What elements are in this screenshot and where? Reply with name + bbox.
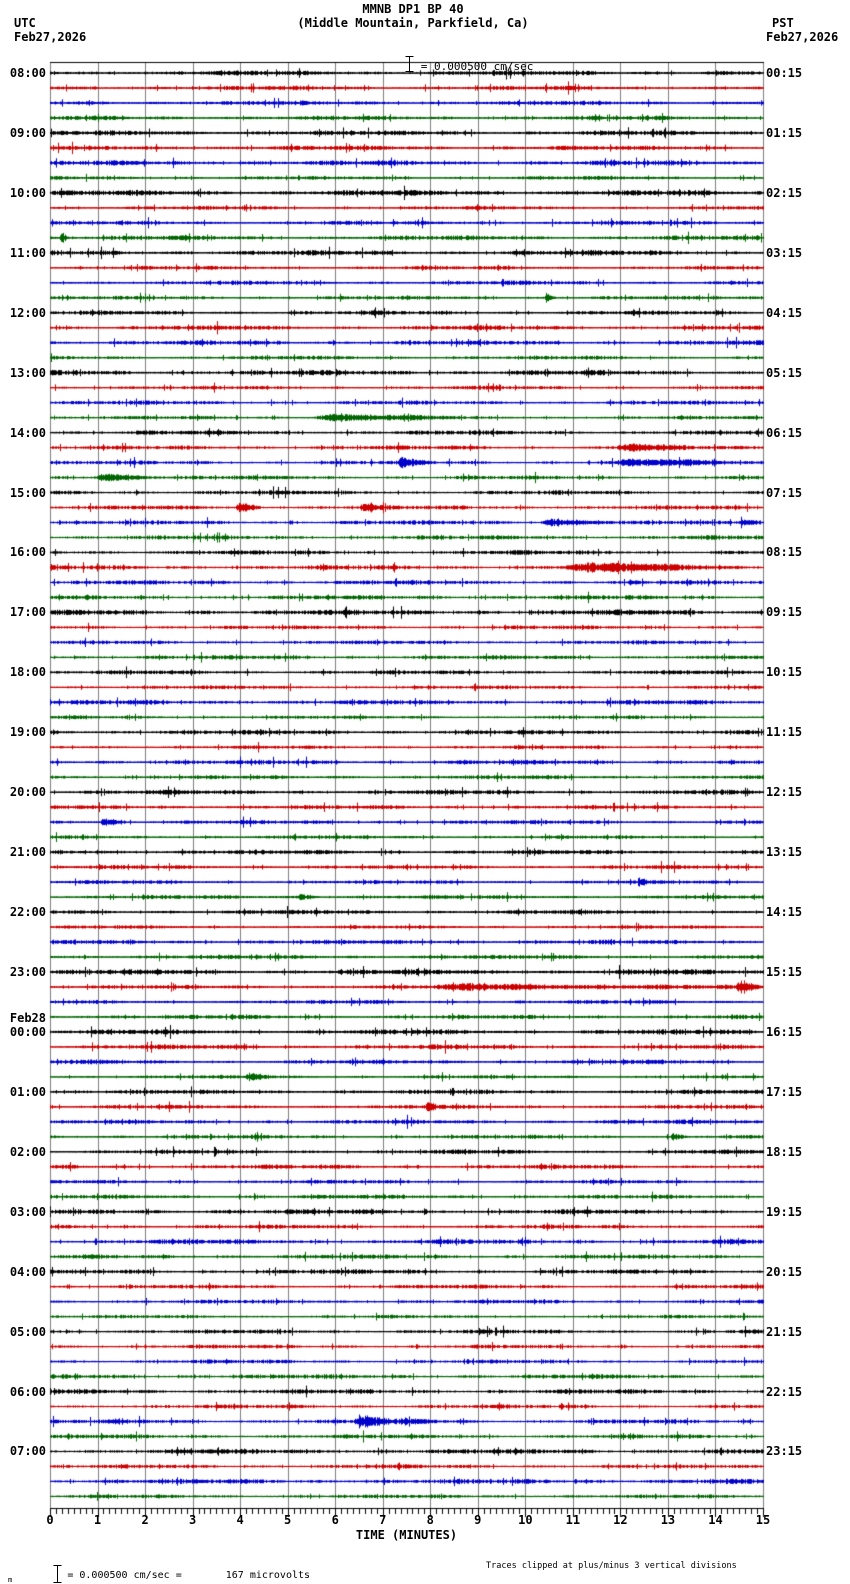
pst-hour-label: 03:15: [766, 245, 803, 260]
utc-hour-label: 09:00: [9, 125, 46, 140]
utc-hour-label: 17:00: [9, 605, 46, 620]
utc-label: UTC: [14, 16, 36, 30]
utc-hour-label: 11:00: [9, 245, 46, 260]
pst-hour-label: 14:15: [766, 905, 803, 920]
pst-hour-label: 05:15: [766, 365, 803, 380]
pst-hour-label: 04:15: [766, 305, 803, 320]
pst-hour-label: 23:15: [766, 1444, 803, 1459]
x-tick-label: 10: [518, 1513, 533, 1527]
x-tick-label: 12: [613, 1513, 628, 1527]
utc-hour-label: 12:00: [9, 305, 46, 320]
footer-scale-line: [8, 1554, 310, 1584]
pst-hour-label: 22:15: [766, 1384, 803, 1399]
scale-value-text: = 0.000500 cm/sec: [420, 59, 534, 73]
x-tick-label: 5: [284, 1513, 292, 1527]
footer-prefix-glyph: m: [8, 1575, 13, 1584]
pst-hour-label: 00:15: [766, 66, 803, 80]
utc-hour-label: 18:00: [9, 665, 46, 680]
utc-hour-label: 01:00: [9, 1084, 46, 1099]
utc-hour-label: 00:00: [9, 1024, 46, 1039]
date-change-label: Feb28: [9, 1010, 46, 1025]
utc-hour-label: 15:00: [9, 485, 46, 500]
pst-hour-label: 11:15: [766, 725, 803, 740]
x-tick-label: 14: [708, 1513, 723, 1527]
pst-hour-label: 21:15: [766, 1324, 803, 1339]
pst-hour-label: 17:15: [766, 1084, 803, 1099]
pst-date: Feb27,2026: [766, 30, 839, 44]
x-tick-label: 15: [755, 1513, 771, 1527]
pst-hour-label: 10:15: [766, 665, 803, 680]
utc-hour-label: 10:00: [9, 185, 46, 200]
x-tick-label: 4: [236, 1513, 244, 1527]
pst-hour-label: 07:15: [766, 485, 803, 500]
utc-hour-label: 08:00: [9, 66, 46, 80]
x-axis-title: TIME (MINUTES): [355, 1528, 458, 1542]
x-tick-label: 9: [474, 1513, 482, 1527]
scale-bar-icon: [347, 37, 414, 95]
pst-hour-label: 06:15: [766, 425, 803, 440]
pst-hour-label: 09:15: [766, 605, 803, 620]
pst-hour-label: 18:15: [766, 1144, 803, 1159]
page-title: MMNB DP1 BP 40: [362, 2, 464, 16]
pst-hour-label: 16:15: [766, 1024, 803, 1039]
utc-hour-label: 14:00: [9, 425, 46, 440]
clip-note: Traces clipped at plus/minus 3 vertical divisions: [486, 1561, 737, 1571]
pst-hour-label: 19:15: [766, 1204, 803, 1219]
utc-hour-label: 07:00: [9, 1444, 46, 1459]
pst-hour-label: 12:15: [766, 785, 803, 800]
utc-hour-label: 05:00: [9, 1324, 46, 1339]
pst-hour-label: 02:15: [766, 185, 803, 200]
utc-hour-label: 06:00: [9, 1384, 46, 1399]
utc-hour-label: 22:00: [9, 905, 46, 920]
utc-hour-label: 19:00: [9, 725, 46, 740]
footer-microvolts: 167 microvolts: [225, 1570, 311, 1581]
x-tick-label: 7: [379, 1513, 387, 1527]
footer-scale-text: = 0.000500 cm/sec =: [67, 1570, 182, 1581]
utc-date: Feb27,2026: [14, 30, 87, 44]
pst-hour-label: 08:15: [766, 545, 803, 560]
x-tick-label: 11: [565, 1513, 581, 1527]
x-tick-label: 8: [426, 1513, 434, 1527]
x-tick-label: 1: [93, 1513, 102, 1527]
pst-hour-label: 15:15: [766, 964, 803, 979]
utc-hour-label: 21:00: [9, 845, 46, 860]
utc-hour-label: 04:00: [9, 1264, 46, 1279]
x-tick-label: 0: [46, 1513, 54, 1527]
pst-hour-label: 20:15: [766, 1264, 803, 1279]
utc-hour-label: 13:00: [9, 365, 46, 380]
scale-indicator: [347, 37, 533, 95]
x-tick-label: 6: [331, 1513, 339, 1527]
page-subtitle: (Middle Mountain, Parkfield, Ca): [297, 16, 529, 30]
utc-hour-label: 16:00: [9, 545, 46, 560]
utc-hour-label: 23:00: [9, 964, 46, 979]
utc-hour-label: 20:00: [9, 785, 46, 800]
x-tick-label: 13: [660, 1513, 676, 1527]
pst-label: PST: [772, 16, 794, 30]
x-tick-label: 3: [188, 1513, 197, 1527]
pst-hour-label: 01:15: [766, 125, 803, 140]
pst-hour-label: 13:15: [766, 845, 803, 860]
utc-hour-label: 03:00: [9, 1204, 46, 1219]
footer-scale-bar-icon: [17, 1554, 62, 1584]
x-tick-label: 2: [141, 1513, 149, 1527]
utc-hour-label: 02:00: [9, 1144, 46, 1159]
